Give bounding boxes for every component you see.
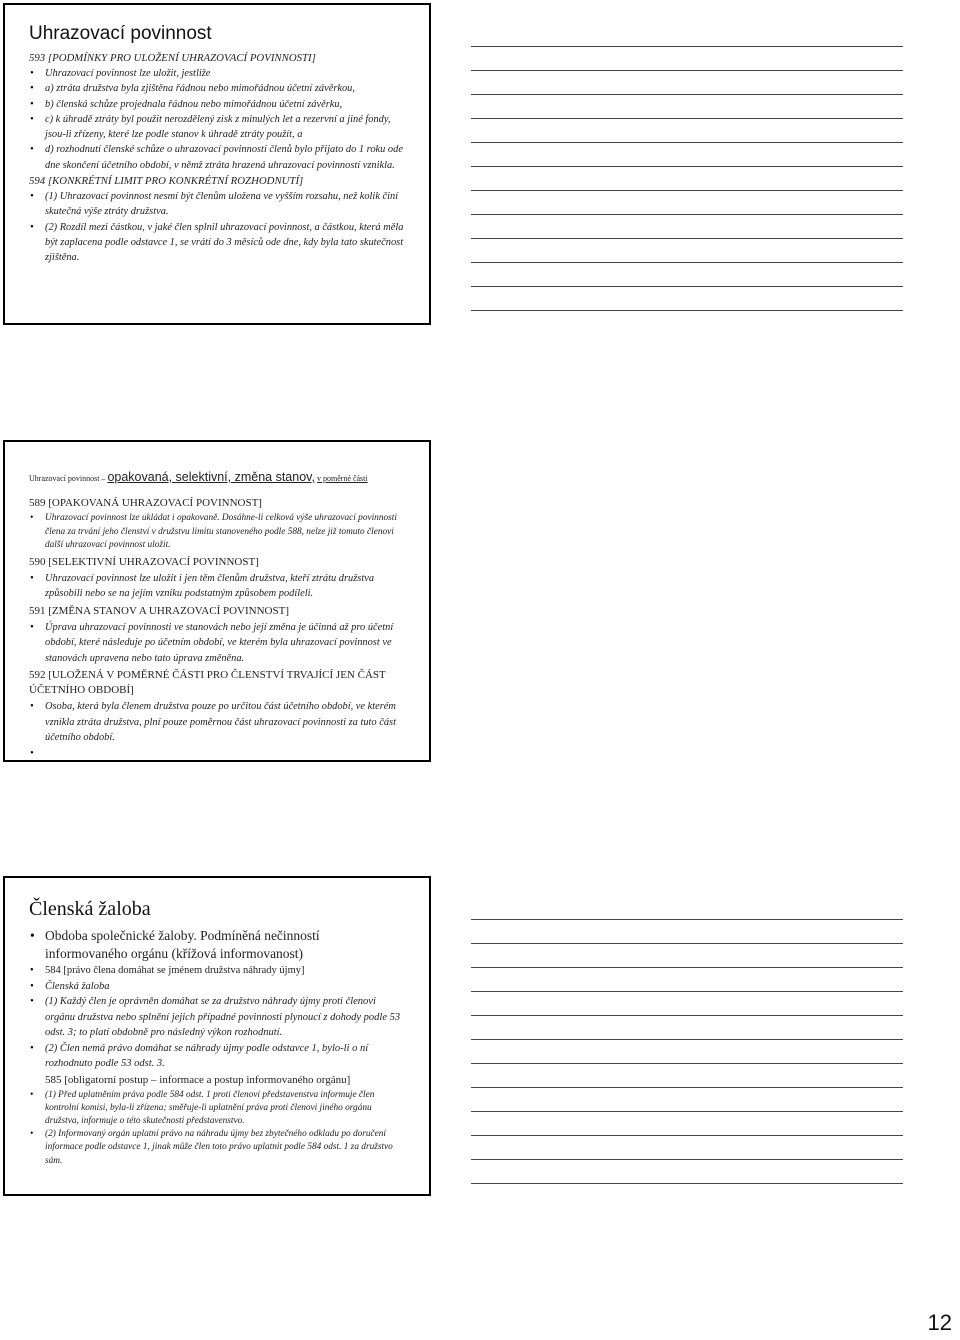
note-line (471, 166, 903, 167)
note-line (471, 310, 903, 311)
heading-suffix: v poměrné části (316, 474, 368, 483)
slide-title: Uhrazovací povinnost (29, 23, 212, 44)
note-line (471, 142, 903, 143)
slide-uhrazovaci-povinnost (3, 3, 431, 325)
list-item: • d) rozhodnutí členské schůze o uhrazovací povinnosti členů bylo přijato do 1 roku ode dne skončení účetního období, v němž ztráta hrazená uhrazovací povinností vznikla. (29, 142, 405, 173)
slide-title: Členská žaloba (29, 898, 151, 920)
list-item: • Obdoba společnické žaloby. Podmíněná nečinností informovaného orgánu (křížová informovanost) (29, 927, 405, 963)
section-heading: 594 [KONKRÉTNÍ LIMIT PRO KONKRÉTNÍ ROZHODNUTÍ] (29, 175, 304, 188)
heading-prefix: Uhrazovací povinnost – (29, 474, 106, 483)
section-heading: 592 [ULOŽENÁ V POMĚRNÉ ČÁSTI PRO ČLENSTVÍ TRVAJÍCÍ JEN ČÁST ÚČETNÍHO OBDOBÍ] (29, 669, 386, 697)
note-line (471, 1087, 903, 1088)
section-heading: 591 [ZMĚNA STANOV A UHRAZOVACÍ POVINNOST] (29, 604, 289, 617)
slide-clenska-zaloba (3, 876, 431, 1196)
list-item (29, 746, 405, 761)
list-item: • Osoba, která byla členem družstva pouze po určitou část účetního období, ve kterém vznikla ztráta družstva, plní pouze poměrnou část uhrazovací povinnosti za tuto část účetního období. (29, 699, 405, 746)
note-line (471, 967, 903, 968)
section-heading: 589 [OPAKOVANÁ UHRAZOVACÍ POVINNOST] (29, 497, 262, 509)
note-line (471, 1063, 903, 1064)
note-line (471, 1159, 903, 1160)
note-line (471, 214, 903, 215)
note-line (471, 919, 903, 920)
list-item: • (2) Rozdíl mezi částkou, v jaké člen splnil uhrazovací povinnost, a částkou, která měla být zaplacena podle odstavce 1, se vrátí do 3 měsíců ode dne, kdy byla tato skutečnost zjištěna. (29, 220, 405, 266)
section-heading: 590 [SELEKTIVNÍ UHRAZOVACÍ POVINNOST] (29, 555, 259, 568)
list-item: • 584 [právo člena domáhat se jménem družstva náhrady újmy] (29, 963, 405, 979)
note-line (471, 943, 903, 944)
list-item: • (1) Před uplatněním práva podle 584 odst. 1 proti členovi představenstva informuje člen kontrolní komisi, byla-li zřízena; směřuje-li uplatnění práva proti členovi jiného orgánu družstva, informuje o této skutečnosti představenstvo. (29, 1089, 405, 1129)
note-line (471, 118, 903, 119)
section-heading: 593 [PODMÍNKY PRO ULOŽENÍ UHRAZOVACÍ POVINNOSTI] (29, 52, 316, 64)
heading-main: opakovaná, selektivní, změna stanov, (107, 470, 315, 484)
note-line (471, 262, 903, 263)
list-item: • Uhrazovací povinnost lze ukládat i opakovaně. Dosáhne-li celková výše uhrazovací povinnosti člena za trvání jeho členství v družstvu limitu stanoveného podle 588, nelze již tomuto členovi další uhrazovací povinnost uložit. (29, 512, 405, 553)
note-line (471, 1111, 903, 1112)
list-item: • c) k úhradě ztráty byl použit nerozdělený zisk z minulých let a rezervní a jiné fondy, jsou-li zřízeny, které lze podle stanov k úhradě ztráty použít, a (29, 112, 405, 143)
note-line (471, 286, 903, 287)
note-line (471, 1135, 903, 1136)
note-line (471, 46, 903, 47)
list-item: • a) ztráta družstva byla zjištěna řádnou nebo mimořádnou účetní závěrkou, (29, 81, 405, 96)
note-line (471, 238, 903, 239)
slide-uhrazovaci-povinnost-opakovana (3, 440, 431, 762)
note-line (471, 70, 903, 71)
list-item: • Uhrazovací povinnost lze uložit i jen těm členům družstva, kteří ztrátu družstva způsobili nebo se na jejím vzniku podstatným způsobem podíleli. (29, 571, 405, 602)
note-line (471, 1039, 903, 1040)
list-item: • Uhrazovací povinnost lze uložit, jestliže (29, 66, 405, 81)
list-item: • Úprava uhrazovací povinnosti ve stanovách nebo její změna je účinná až pro účetní období, které následuje po účetním období, ve kterém byla uhrazovací povinnost ve stanovách upravena nebo tato úprava změněna. (29, 620, 405, 667)
note-line (471, 190, 903, 191)
list-item: • (2) Informovaný orgán uplatní právo na náhradu újmy bez zbytečného odkladu po doručení informace podle odstavce 1, jinak může člen toto právo uplatnit podle 584 odst. 1 za družstvo sám. (29, 1128, 405, 1168)
page-number: 12 (927, 1310, 952, 1335)
note-line (471, 991, 903, 992)
list-item: • Členská žaloba (29, 979, 405, 995)
list-item: • (1) Každý člen je oprávněn domáhat se za družstvo náhrady újmy proti členovi orgánu družstva nebo splnění jejich případné povinnosti plynoucí z dohody podle 53 odst. 3; to platí obdobně pro následný výkon rozhodnutí. (29, 994, 405, 1041)
slide-heading (29, 470, 405, 484)
note-line (471, 1015, 903, 1016)
list-item: • (2) Člen nemá právo domáhat se náhrady újmy podle odstavce 1, bylo-li o ní rozhodnuto podle 53 odst. 3. (29, 1041, 405, 1072)
section-heading: 585 [obligatorní postup – informace a postup informovaného orgánu] (45, 1073, 351, 1086)
list-item: • (1) Uhrazovací povinnost nesmí být členům uložena ve vyšším rozsahu, než kolik činí skutečná výše ztráty družstva. (29, 189, 405, 220)
note-line (471, 1183, 903, 1184)
note-line (471, 94, 903, 95)
list-item: • b) členská schůze projednala řádnou nebo mimořádnou účetní závěrku, (29, 97, 405, 112)
